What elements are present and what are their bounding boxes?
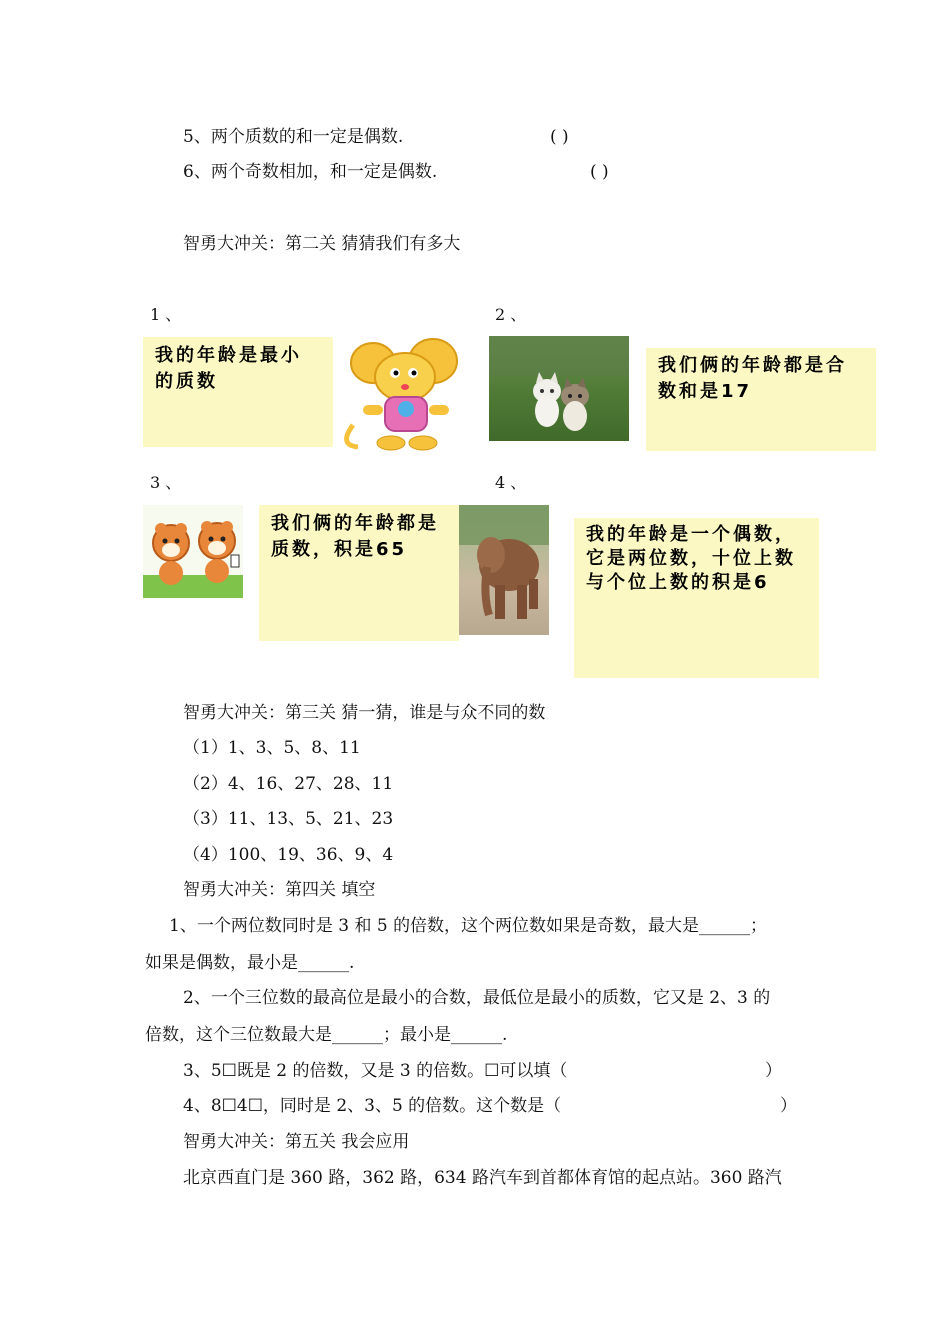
question-6: 6、两个奇数相加，和一定是偶数. <box>183 162 438 182</box>
fill-question-1-line1: 1、一个两位数同时是 3 和 5 的倍数，这个两位数如果是奇数，最大是______； <box>169 916 768 936</box>
question-5: 5、两个质数的和一定是偶数. <box>183 127 404 147</box>
section-3-title: 智勇大冲关：第三关 猜一猜，谁是与众不同的数 <box>183 703 546 723</box>
section-2-title: 智勇大冲关：第二关 猜猜我们有多大 <box>183 234 461 254</box>
fill-question-3: 3、5☐既是 2 的倍数，又是 3 的倍数。☐可以填（ <box>183 1061 568 1081</box>
mouse-cartoon-image <box>333 335 473 455</box>
cats-photo <box>489 336 629 441</box>
note-4: 我的年龄是一个偶数，它是两位数，十位上数与个位上数的积是6 <box>574 518 819 678</box>
fill-question-3-close: ） <box>765 1061 782 1081</box>
item-number-2: 2 、 <box>495 305 527 324</box>
odd-one-out-2: （2）4、16、27、28、11 <box>183 774 394 794</box>
fill-question-1-line2: 如果是偶数，最小是______. <box>145 953 355 973</box>
fill-question-4-close: ） <box>780 1096 797 1116</box>
answer-paren-5: ( ) <box>550 127 569 147</box>
odd-one-out-3: （3）11、13、5、21、23 <box>183 809 394 829</box>
application-problem-text: 北京西直门是 360 路，362 路，634 路汽车到首都体育馆的起点站。360 路汽 <box>183 1168 782 1188</box>
tigers-cartoon-image <box>143 505 243 598</box>
note-3: 我们俩的年龄都是质数，积是65 <box>259 505 459 641</box>
fill-question-2-line1: 2、一个三位数的最高位是最小的合数，最低位是最小的质数，它又是 2、3 的 <box>183 988 771 1008</box>
fill-question-2-line2: 倍数，这个三位数最大是______；最小是______. <box>145 1025 508 1045</box>
odd-one-out-1: （1）1、3、5、8、11 <box>183 738 361 758</box>
item-number-1: 1 、 <box>150 305 182 324</box>
item-number-3: 3 、 <box>150 473 182 492</box>
section-4-title: 智勇大冲关：第四关 填空 <box>183 880 376 900</box>
elephant-photo <box>459 505 549 635</box>
odd-one-out-4: （4）100、19、36、9、4 <box>183 845 394 865</box>
note-2: 我们俩的年龄都是合数和是17 <box>646 348 876 451</box>
answer-paren-6: ( ) <box>590 162 609 182</box>
fill-question-4: 4、8☐4☐，同时是 2、3、5 的倍数。这个数是（ <box>183 1096 562 1116</box>
note-1: 我的年龄是最小的质数 <box>143 337 333 447</box>
section-5-title: 智勇大冲关：第五关 我会应用 <box>183 1132 410 1152</box>
item-number-4: 4 、 <box>495 473 527 492</box>
